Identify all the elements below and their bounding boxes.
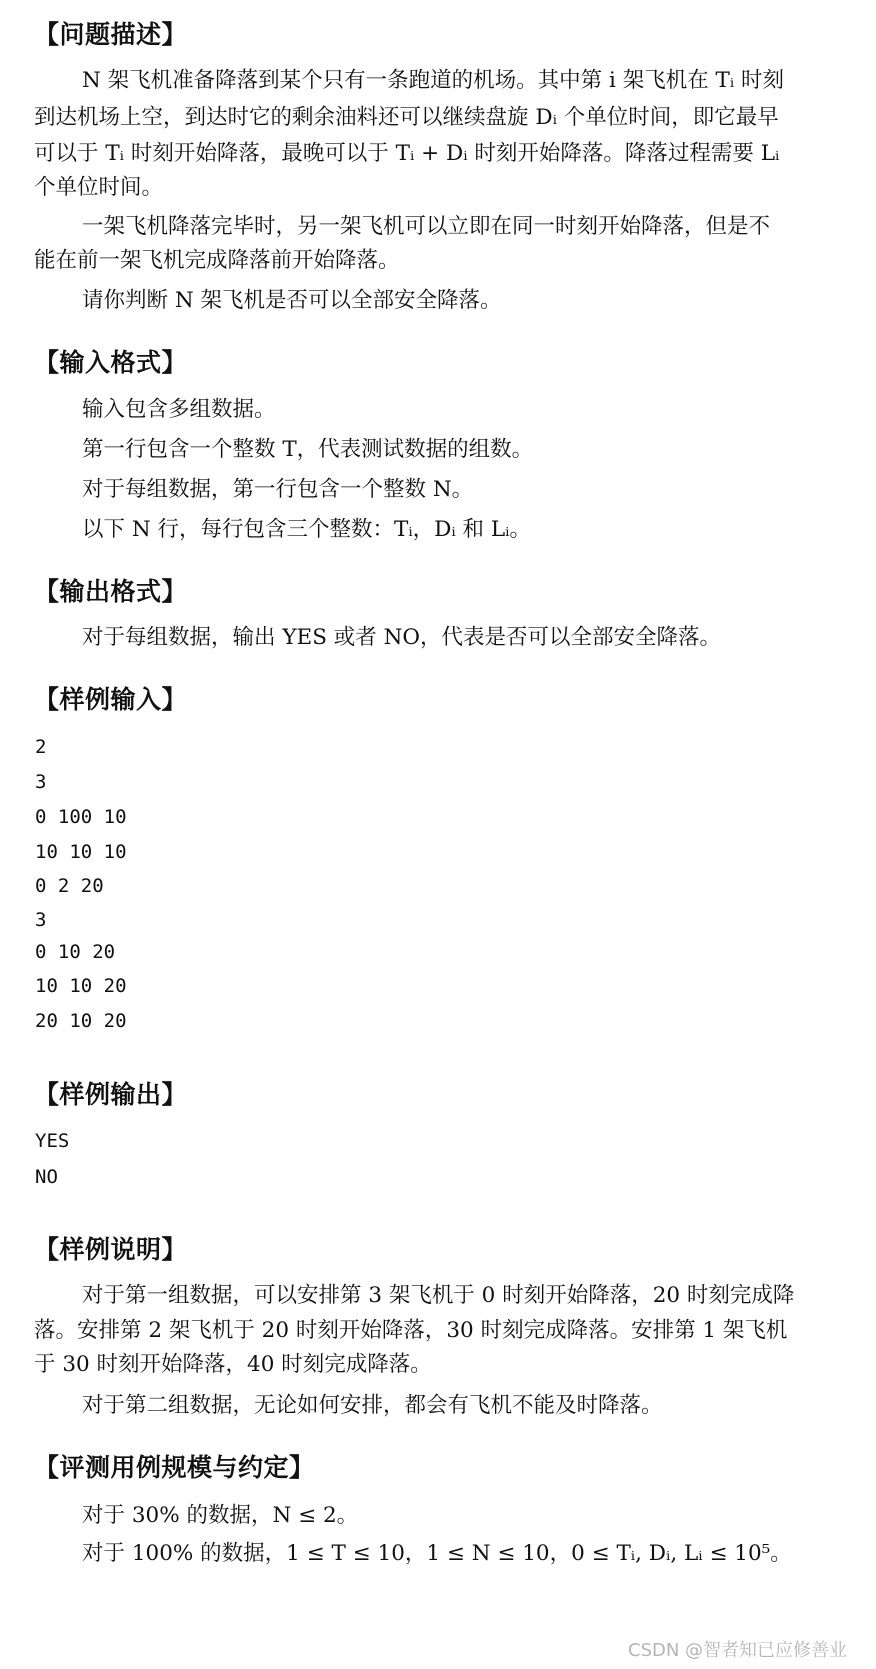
input-format-heading: 【输入格式】 xyxy=(34,348,188,377)
problem-line: 可以于 Tᵢ 时刻开始降落，最晚可以于 Tᵢ + Dᵢ 时刻开始降落。降落过程需要 Lᵢ xyxy=(34,141,780,166)
sample-output-line: YES xyxy=(35,1130,70,1152)
output-format-line: 对于每组数据，输出 YES 或者 NO，代表是否可以全部安全降落。 xyxy=(82,625,722,650)
input-format-line: 以下 N 行，每行包含三个整数：Tᵢ，Dᵢ 和 Lᵢ。 xyxy=(82,517,531,542)
sample-input-heading: 【样例输入】 xyxy=(34,685,188,714)
sample-output-heading: 【样例输出】 xyxy=(34,1080,188,1109)
problem-line: 能在前一架飞机完成降落前开始降落。 xyxy=(34,248,400,273)
sample-input-line: 20 10 20 xyxy=(35,1010,127,1032)
sample-input-line: 3 xyxy=(35,771,47,793)
sample-input-line: 10 10 20 xyxy=(35,975,127,997)
constraints-line: 对于 30% 的数据，N ≤ 2。 xyxy=(82,1503,359,1528)
problem-line: 一架飞机降落完毕时，另一架飞机可以立即在同一时刻开始降落，但是不 xyxy=(82,214,771,239)
sample-input-line: 2 xyxy=(35,736,47,758)
input-format-line: 第一行包含一个整数 T，代表测试数据的组数。 xyxy=(82,437,534,462)
explanation-heading: 【样例说明】 xyxy=(34,1235,188,1264)
problem-line: 个单位时间。 xyxy=(34,175,164,200)
explanation-line: 于 30 时刻开始降落，40 时刻完成降落。 xyxy=(34,1352,432,1377)
output-format-heading: 【输出格式】 xyxy=(34,577,188,606)
sample-input-line: 3 xyxy=(35,909,47,931)
explanation-line: 对于第一组数据，可以安排第 3 架飞机于 0 时刻开始降落，20 时刻完成降 xyxy=(82,1283,795,1308)
constraints-heading: 【评测用例规模与约定】 xyxy=(34,1453,315,1482)
sample-input-line: 0 100 10 xyxy=(35,806,127,828)
explanation-line: 对于第二组数据，无论如何安排，都会有飞机不能及时降落。 xyxy=(82,1393,663,1418)
watermark: CSDN @智者知已应修善业 xyxy=(628,1640,848,1661)
sample-input-line: 0 2 20 xyxy=(35,875,104,897)
problem-line: N 架飞机准备降落到某个只有一条跑道的机场。其中第 i 架飞机在 Tᵢ 时刻 xyxy=(82,68,785,93)
input-format-line: 对于每组数据，第一行包含一个整数 N。 xyxy=(82,477,474,502)
problem-line: 请你判断 N 架飞机是否可以全部安全降落。 xyxy=(82,288,502,313)
problem-heading: 【问题描述】 xyxy=(34,20,188,49)
explanation-line: 落。安排第 2 架飞机于 20 时刻开始降落，30 时刻完成降落。安排第 1 架飞机 xyxy=(34,1318,788,1343)
problem-line: 到达机场上空，到达时它的剩余油料还可以继续盘旋 Dᵢ 个单位时间，即它最早 xyxy=(34,105,779,130)
sample-input-line: 0 10 20 xyxy=(35,941,116,963)
sample-input-line: 10 10 10 xyxy=(35,841,127,863)
input-format-line: 输入包含多组数据。 xyxy=(82,397,276,422)
constraints-line: 对于 100% 的数据，1 ≤ T ≤ 10，1 ≤ N ≤ 10，0 ≤ Tᵢ, Dᵢ, Lᵢ ≤ 10⁵。 xyxy=(82,1541,792,1566)
sample-output-line: NO xyxy=(35,1166,58,1188)
